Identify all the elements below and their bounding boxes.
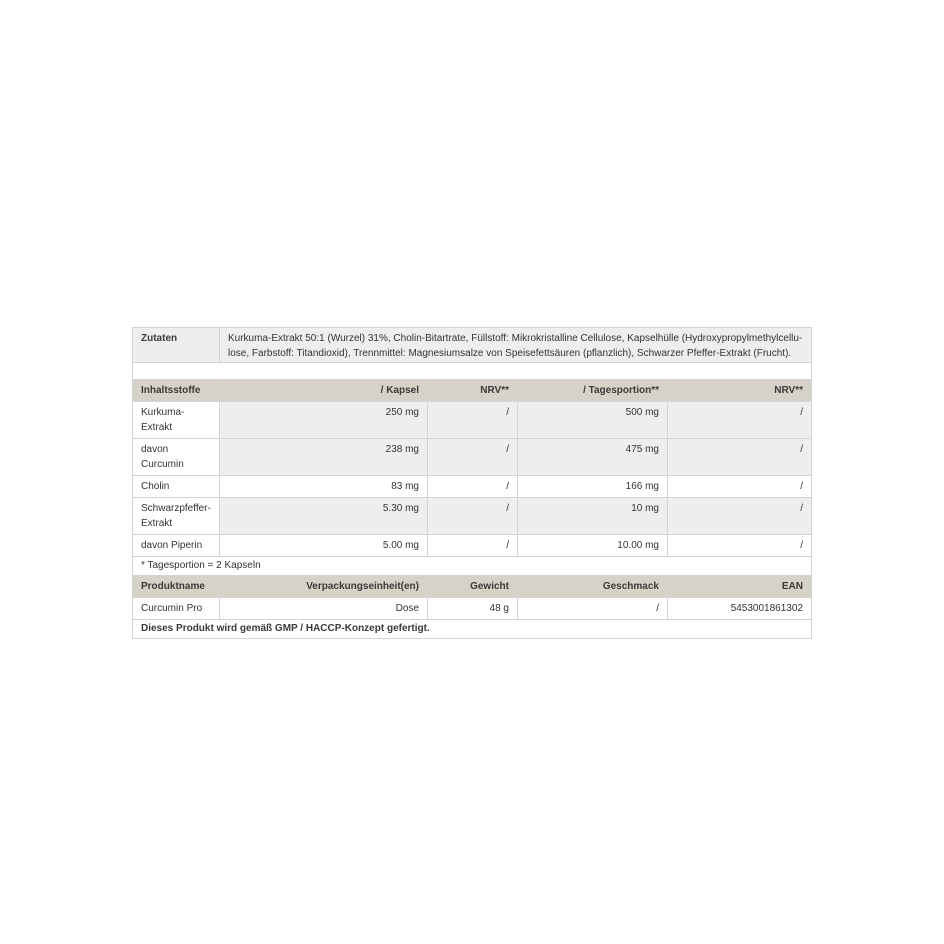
product-flavor: / [518, 598, 668, 619]
gmp-notice: Dieses Produkt wird gemäß GMP / HACCP-Konzept gefertigt. [133, 620, 811, 638]
nutrient-nrv-daily: / [668, 439, 811, 475]
header-ean: EAN [668, 576, 811, 597]
nutrient-nrv-daily: / [668, 476, 811, 497]
header-inhaltsstoffe: Inhaltsstoffe [133, 380, 220, 401]
nutrient-per-capsule: 83 mg [220, 476, 428, 497]
nutrient-per-daily-portion: 500 mg [518, 402, 668, 438]
nutrient-nrv: / [428, 402, 518, 438]
serving-note-row [133, 557, 811, 576]
table-spacer [133, 363, 811, 380]
nutrient-name: davon Curcumin [133, 439, 220, 475]
product-header-row [133, 576, 811, 598]
nutrient-nrv: / [428, 476, 518, 497]
product-packaging: Dose [220, 598, 428, 619]
table-row [133, 402, 811, 439]
nutrient-name: Schwarzpfeffer-Extrakt [133, 498, 220, 534]
ingredients-row [133, 328, 811, 363]
nutrient-per-capsule: 238 mg [220, 439, 428, 475]
nutrient-nrv: / [428, 439, 518, 475]
header-per-daily-portion: / Tagesportion** [518, 380, 668, 401]
ingredients-text: Kurkuma-Extrakt 50:1 (Wurzel) 31%, Cholin-Bitartrate, Füllstoff: Mikrokristalline Cellulose, Kapselhülle (Hydroxypropylmethylcellu-lose, Farbstoff: Titandioxid), Trennmittel: Magnesiumsalze von Speisefettsäuren (pflanzlich), Schwarzer Pfeffer-Extrakt (Frucht). [220, 328, 811, 362]
serving-note: * Tagesportion = 2 Kapseln [133, 557, 811, 575]
table-row [133, 535, 811, 557]
nutrient-nrv-daily: / [668, 535, 811, 556]
header-weight: Gewicht [428, 576, 518, 597]
header-nrv: NRV** [428, 380, 518, 401]
nutrient-per-daily-portion: 10 mg [518, 498, 668, 534]
header-nrv-daily: NRV** [668, 380, 811, 401]
gmp-footer-row [133, 620, 811, 638]
header-product-name: Produktname [133, 576, 220, 597]
nutrient-per-daily-portion: 10.00 mg [518, 535, 668, 556]
table-row [133, 439, 811, 476]
header-per-capsule: / Kapsel [220, 380, 428, 401]
table-row [133, 498, 811, 535]
header-packaging: Verpackungseinheit(en) [220, 576, 428, 597]
product-weight: 48 g [428, 598, 518, 619]
nutrient-per-capsule: 5.00 mg [220, 535, 428, 556]
table-row [133, 476, 811, 498]
header-flavor: Geschmack [518, 576, 668, 597]
ingredients-label: Zutaten [133, 328, 220, 362]
nutrient-nrv: / [428, 498, 518, 534]
product-ean: 5453001861302 [668, 598, 811, 619]
product-info-table [132, 327, 812, 639]
nutrient-name: Kurkuma-Extrakt [133, 402, 220, 438]
nutrient-nrv-daily: / [668, 498, 811, 534]
nutrient-per-capsule: 250 mg [220, 402, 428, 438]
product-row [133, 598, 811, 620]
nutrient-nrv: / [428, 535, 518, 556]
nutrient-name: Cholin [133, 476, 220, 497]
nutrient-per-daily-portion: 475 mg [518, 439, 668, 475]
nutrient-name: davon Piperin [133, 535, 220, 556]
nutrient-nrv-daily: / [668, 402, 811, 438]
product-name: Curcumin Pro [133, 598, 220, 619]
nutrient-per-capsule: 5.30 mg [220, 498, 428, 534]
nutrients-header-row [133, 380, 811, 402]
nutrient-per-daily-portion: 166 mg [518, 476, 668, 497]
